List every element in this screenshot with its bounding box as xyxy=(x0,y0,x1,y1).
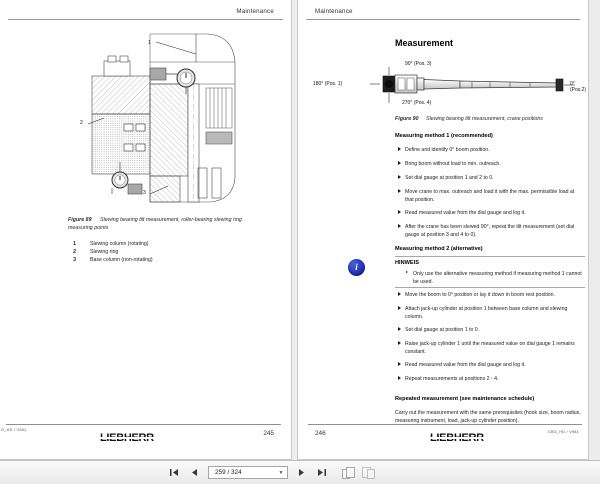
crane-positions-diagram xyxy=(360,62,589,112)
right-figure-caption-text: Slewing bearing tilt measurement, crane positions xyxy=(426,116,543,122)
right-page-header: Maintenance xyxy=(315,8,353,15)
left-footer-rule xyxy=(6,424,281,425)
info-icon xyxy=(348,259,365,276)
bullet-arrow-icon xyxy=(398,376,401,380)
legend-number: 2 xyxy=(73,249,76,255)
bullet-arrow-icon xyxy=(398,341,401,345)
brand-bar xyxy=(100,437,154,439)
method2-step xyxy=(398,306,584,322)
left-figure-legend xyxy=(68,240,268,264)
diagram-label-270: 270° (Pos. 4) xyxy=(402,100,432,106)
first-page-icon xyxy=(169,467,180,478)
method1-step-text: Bring boom without load to min. outreach. xyxy=(405,161,501,167)
method1-step-text: Move crane to max. outreach and load it with the max. permissible load at that position. xyxy=(405,189,575,203)
note-text: Only use the alternative measuring method if measuring method 1 cannot be used. xyxy=(413,271,582,285)
bullet-arrow-icon xyxy=(398,189,401,193)
callout-3: 3 xyxy=(143,190,146,196)
bullet-arrow-icon xyxy=(398,327,401,331)
left-figure-caption-text: Slewing bearing tilt measurement, roller-bearing slewing ring measuring points xyxy=(68,217,242,231)
legend-row xyxy=(68,248,268,256)
page-number-input[interactable] xyxy=(208,466,288,479)
bullet-arrow-icon xyxy=(398,362,401,366)
left-doc-code: G_HD / V981 xyxy=(1,427,27,432)
method2-step xyxy=(398,376,584,384)
method1-step xyxy=(398,189,584,205)
left-figure-caption xyxy=(68,217,258,233)
right-figure-caption-label: Figure 90 xyxy=(395,116,419,122)
bullet-arrow-icon xyxy=(398,147,401,151)
method2-step xyxy=(398,292,584,300)
page-number-value[interactable]: 259 / 324 xyxy=(215,469,242,476)
single-page-view-button[interactable] xyxy=(341,465,354,480)
callout-1: 1 xyxy=(148,40,151,46)
left-header-rule xyxy=(8,19,283,20)
method2-step-text: Read measured value from the dial gauge and log it. xyxy=(405,362,526,368)
method1-step-text: Define and identify 0° boom position. xyxy=(405,147,490,153)
facing-page-view-button[interactable] xyxy=(361,465,374,480)
method1-step xyxy=(398,224,584,240)
right-figure-caption xyxy=(395,116,575,124)
diagram-label-0: 0° (Pos.2) xyxy=(570,81,587,93)
method2-step xyxy=(398,327,584,335)
diagram-label-180: 180° (Pos. 1) xyxy=(313,81,343,87)
legend-label: Base column (non-rotating) xyxy=(90,257,153,263)
info-icon-glyph: i xyxy=(355,262,358,272)
single-page-view-icon xyxy=(342,467,354,479)
right-footer-rule xyxy=(308,424,582,425)
legend-row xyxy=(68,240,268,248)
previous-page-icon xyxy=(189,467,200,478)
method1-step xyxy=(398,147,584,155)
bullet-arrow-icon xyxy=(398,292,401,296)
left-figure-caption-label: Figure 89 xyxy=(68,217,92,223)
method2-step-text: Repeat measurements at positions 2 - 4. xyxy=(405,376,499,382)
legend-number: 1 xyxy=(73,241,76,247)
pdf-page-right xyxy=(297,0,589,460)
left-page-header: Maintenance xyxy=(236,8,274,15)
facing-page-view-icon xyxy=(362,467,374,479)
method2-step xyxy=(398,362,584,370)
method1-step-text: After the crane has been slewed 90°, repeat the tilt measurement (set dial gauge at position 3 and 4 to 0). xyxy=(405,224,575,238)
legend-label: Slewing column (rotating) xyxy=(90,241,149,247)
viewer-right-margin xyxy=(589,0,600,460)
right-doc-code: CBG_HD / V981 xyxy=(547,429,579,434)
method2-step-text: Attach jack-up cylinder at position 1 between base column and slewing column. xyxy=(405,306,568,320)
left-page-number: 245 xyxy=(263,430,274,437)
repeated-measurement-text: Carry out the measurement with the same prerequisites (hook size, boom radius, measuring instrument, load, jack-up cylinder position). xyxy=(395,410,581,425)
first-page-button[interactable] xyxy=(168,465,181,480)
method1-step xyxy=(398,175,584,183)
method2-step-text: Raise jack-up cylinder 1 until the measured value on dial gauge 1 remains constant. xyxy=(405,341,575,355)
last-page-button[interactable] xyxy=(315,465,328,480)
measurement-title: Measurement xyxy=(395,38,454,48)
method1-step-text: Set dial gauge at position 1 and 2 to 0. xyxy=(405,175,494,181)
previous-page-button[interactable] xyxy=(188,465,201,480)
method2-heading: Measuring method 2 (alternative) xyxy=(395,246,483,252)
right-header-rule xyxy=(306,19,580,20)
chevron-down-icon[interactable]: ▼ xyxy=(278,469,284,476)
bullet-arrow-icon xyxy=(398,210,401,214)
method2-step xyxy=(398,341,584,357)
callout-2: 2 xyxy=(80,120,83,126)
last-page-icon xyxy=(316,467,327,478)
brand-bar xyxy=(430,437,484,439)
method1-step xyxy=(398,210,584,218)
note-bullet-arrow-icon xyxy=(406,271,408,273)
right-page-number: 246 xyxy=(315,430,326,437)
next-page-icon xyxy=(296,467,307,478)
repeated-measurement-heading: Repeated measurement (see maintenance schedule) xyxy=(395,396,535,402)
note-body xyxy=(406,271,584,287)
note-label: HINWEIS xyxy=(395,260,419,266)
legend-row xyxy=(68,256,268,264)
left-brand-logo xyxy=(100,432,154,444)
diagram-label-90: 90° (Pos. 3) xyxy=(405,61,432,67)
bullet-arrow-icon xyxy=(398,306,401,310)
note-bottom-rule xyxy=(395,287,585,288)
right-brand-logo xyxy=(430,432,484,444)
method1-step xyxy=(398,161,584,169)
bullet-arrow-icon xyxy=(398,175,401,179)
note-top-rule xyxy=(395,256,585,257)
bullet-arrow-icon xyxy=(398,161,401,165)
slewing-bearing-cross-section-drawing xyxy=(0,28,292,213)
legend-label: Slewing ring xyxy=(90,249,119,255)
viewer-toolbar xyxy=(0,460,600,484)
next-page-button[interactable] xyxy=(295,465,308,480)
legend-number: 3 xyxy=(73,257,76,263)
bullet-arrow-icon xyxy=(398,224,401,228)
method1-heading: Measuring method 1 (recommended) xyxy=(395,133,493,139)
pdf-page-left xyxy=(0,0,292,460)
method2-step-text: Set dial gauge at position 1 to 0. xyxy=(405,327,480,333)
method2-step-text: Move the boom to 0° position or lay it down in boom rest position. xyxy=(405,292,555,298)
method1-step-text: Read measured value from the dial gauge and log it. xyxy=(405,210,526,216)
